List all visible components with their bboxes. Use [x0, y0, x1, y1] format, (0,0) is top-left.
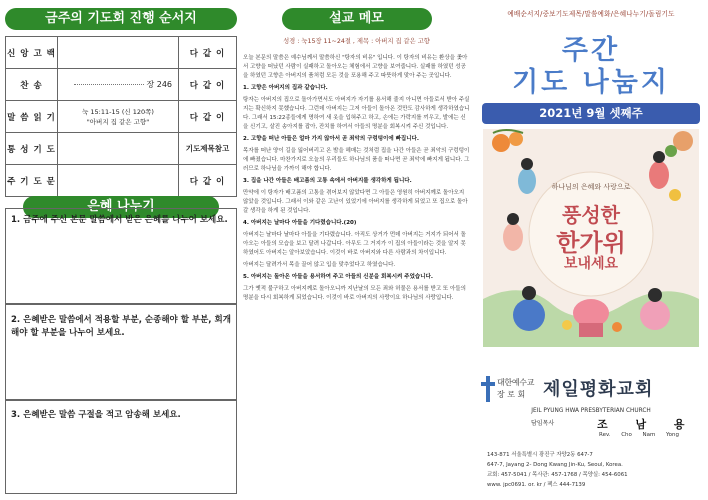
sermon-title: 설교 메모	[282, 8, 432, 30]
sermon-column	[243, 8, 470, 494]
sermon-paragraph: 그가 옛적 불구하고 아버지께로 돌아오니까 지난날의 모든 죄와 허물은 용서를 받고 또 아들의 명분을 다시 회복하게 되었습니다. 이것이 바로 아버지의 사랑이요 하나님의 사랑입니다.	[243, 286, 466, 301]
cross-icon	[481, 376, 495, 402]
order-detail	[58, 133, 179, 165]
scripture-reference: 눅 15:11-15 (신 120쪽)	[82, 107, 154, 116]
pastor-en-part: Nam	[642, 432, 656, 438]
pastor-english-name	[599, 432, 679, 438]
order-label: 신 앙 고 백	[6, 37, 58, 69]
order-table	[5, 36, 237, 197]
chuseok-illustration	[483, 129, 699, 347]
table-row	[6, 37, 237, 69]
church-english-name: JEIL PYUNG HWA PRESBYTERIAN CHURCH	[531, 408, 651, 414]
order-label: 찬 송	[6, 69, 58, 101]
hymn-number: 장 246	[146, 80, 172, 89]
date-banner: 2021년 9월 셋째주	[482, 103, 700, 124]
dotted-leader	[74, 84, 144, 85]
sermon-paragraph: 아버지는 날마다 날마다 아들을 기다렸습니다. 아직도 상거가 먼데 아버지는 거지가 되어서 돌아오는 아들의 모습을 보고 달려 나갑니다. 아무도 그 거지가 이 집의 아들이라는 것을 알지 못하였어도 아버지는 알아보았습니다. 이것이 바로 아버지와 다른 사람과의 차이입니다.	[243, 232, 466, 256]
order-detail	[58, 69, 179, 101]
order-detail	[58, 165, 179, 197]
order-leader: 기도제목참고	[179, 133, 237, 165]
top-links: 예배순서지/중보기도제목/말씀예화/은혜나누기/돌림기도	[507, 10, 675, 18]
church-name: 제일평화교회	[543, 379, 654, 400]
table-row	[6, 101, 237, 133]
cover-column	[479, 8, 703, 494]
order-leader: 다 같 이	[179, 69, 237, 101]
greeting-line1: 풍성한	[562, 203, 620, 227]
church-header	[481, 373, 701, 405]
pastor-name: 조 남 용	[597, 418, 697, 431]
grace-title: 은혜 나누기	[23, 196, 219, 218]
order-title: 금주의 기도회 진행 순서지	[5, 8, 237, 30]
address-line: www. jpc0691. or. kr / 팩스 444-7139	[487, 482, 586, 488]
sermon-paragraph: 탕자는 아버지의 집으로 돌아가면서도 아버지가 자기를 용서해 줄지 아니면 아들로서 받아 주실지는 확신하지 못했습니다. 그런데 아버지는 그저 아들이 돌아온 것만도 감사하게 생각하였습니다. 그래서 15:22종들에게 명하여 새 옷을 입혀주고 하고, 손에는 가락지를 끼우고, 발에는 신을 신기고, 살진 송아지를 잡아, 잔치를 하여서 아들의 명분을 회복시켜 주신 것입니다.	[243, 97, 470, 130]
order-label: 말 씀 읽 기	[6, 101, 58, 133]
sermon-title-small: "아버지 집 같은 고향"	[86, 117, 150, 126]
order-detail	[58, 101, 179, 133]
sermon-body	[243, 54, 470, 303]
address-line: 교회: 457-5041 / 목사관: 457-1768 / 목양실: 454-6061	[487, 472, 628, 478]
church-logo	[481, 373, 539, 405]
church-address	[487, 450, 701, 490]
greeting-line3: 보내세요	[563, 256, 619, 272]
table-row	[6, 165, 237, 197]
order-label: 주 기 도 문	[6, 165, 58, 197]
grace-item: 1. 금주에 주신 본문 말씀에서 받은 은혜를 나누어 보세요.	[5, 208, 237, 304]
sermon-subtitle: 성경 : 눅15장 11~24절 , 제목 : 아버지 집 같은 고향	[283, 38, 430, 45]
sermon-heading: 1. 고향은 아버지의 집과 같습니다.	[243, 85, 328, 91]
sermon-paragraph: 아버지는 달려가서 목을 끌어 않고 입을 맞추었다고 하였습니다.	[243, 262, 396, 268]
sermon-paragraph: 오늘 본문의 말씀은 예수님께서 말씀하신 "탕자의 비유" 입니다. 이 탕자의 비유는 환상을 좇아서 고향을 떠났던 사람이 실패하고 돌아오는 체험에서 고향을 보여줍니다. 실패를 하였던 성공을 하였던 고향은 아버지의 품처럼 모든 것을 포용해 주고 따뜻하게 맞아 주는 곳입니다.	[243, 55, 468, 79]
sermon-heading: 5. 아버지는 돌아온 아들을 용서하여 주고 아들의 신분을 회복시켜 주었습니다.	[243, 274, 433, 280]
cover-title-line2: 기도 나눔지	[512, 67, 670, 98]
table-row	[6, 133, 237, 165]
grace-item: 3. 은혜받은 말씀 구절을 적고 암송해 보세요.	[5, 400, 237, 494]
cover-title-line1: 주간	[561, 35, 621, 66]
sermon-paragraph: 목자를 떠난 양이 길을 잃어버리고 온 밤을 헤매는 것처럼 집을 나간 아들은 곧 죄악의 구렁텅이에 빠졌습니다. 마찬가지로 오늘의 우리들도 하나님의 품을 떠나면 곧 죄악에 빠지게 됩니다. 그러므로 하나님을 가까이 해야 합니다.	[243, 148, 470, 172]
order-column	[5, 8, 237, 494]
order-label: 통 성 기 도	[6, 133, 58, 165]
table-row	[6, 69, 237, 101]
sermon-heading: 3. 집을 나간 아들은 배고픔의 고통 속에서 아버지를 생각하게 됩니다.	[243, 178, 412, 184]
greeting-line2: 한가위	[556, 228, 626, 257]
pastor-label: 담임목사	[531, 420, 555, 427]
order-leader: 다 같 이	[179, 165, 237, 197]
order-leader: 다 같 이	[179, 37, 237, 69]
denomination-line2: 장 로 회	[497, 390, 526, 399]
address-line: 647-7, Jayang 2- Dong Kwang Jin-Ku, Seoul, Korea.	[487, 462, 623, 468]
pastor-en-part: Yong	[666, 432, 679, 438]
grace-item: 2. 은혜받은 말씀에서 적용할 부분, 순종해야 할 부분, 회개해야 할 부분을 나누어 보세요.	[5, 304, 237, 400]
order-detail	[58, 37, 179, 69]
pastor-en-part: Rev.	[599, 432, 611, 438]
address-line: 143-871 서울특별시 광진구 자양2동 647-7	[487, 452, 593, 458]
order-leader: 다 같 이	[179, 101, 237, 133]
greeting-top: 하나님의 은혜와 사랑으로	[551, 183, 631, 191]
sermon-paragraph: 만약에 이 탕자가 배고픔의 고통을 겪어보지 않았다면 그 아들은 영원히 아버지께로 돌아오지 않았을 것입니다. 그래서 이와 같은 고난이 있었기에 아버지를 생각하게 되었고 또 집으로 돌아갈 생각을 하게 된 것입니다.	[243, 190, 468, 214]
sermon-heading: 4. 아버지는 날마다 아들을 기다렸습니다.(20)	[243, 220, 357, 226]
sermon-heading: 2. 고향을 떠난 아들은 얼마 가지 않아서 곧 죄악의 구렁텅이에 빠집니다.	[243, 136, 419, 142]
pastor-en-part: Cho	[621, 432, 632, 438]
denomination-line1: 대한예수교	[497, 378, 535, 387]
